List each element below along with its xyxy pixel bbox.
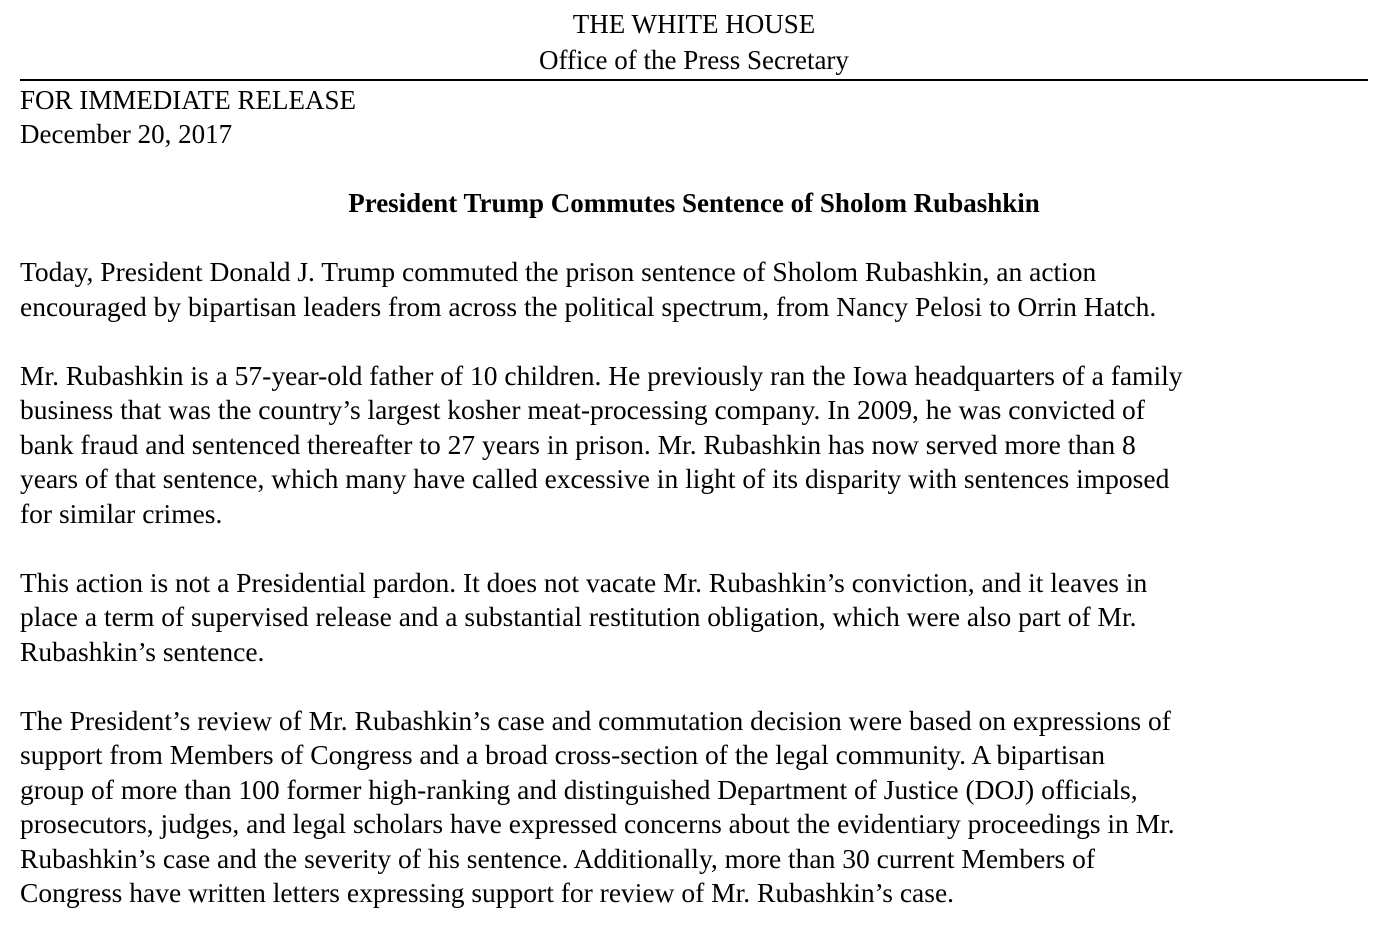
paragraph-line: encouraged by bipartisan leaders from across the political spectrum, from Nancy Pelosi to Orrin Hatch. — [20, 290, 1157, 322]
release-date: December 20, 2017 — [20, 119, 233, 149]
release-label: FOR IMMEDIATE RELEASE — [20, 85, 356, 115]
paragraph — [20, 566, 1380, 670]
paragraph-line: place a term of supervised release and a substantial restitution obligation, which were also part of Mr. — [20, 601, 1137, 632]
paragraph-line: The President’s review of Mr. Rubashkin’s case and commutation decision were based on expressions of — [20, 704, 1171, 736]
paragraph-line: Mr. Rubashkin is a 57-year-old father of 10 children. He previously ran the Iowa headquarters of a family — [20, 359, 1183, 391]
paragraph-line: group of more than 100 former high-ranking and distinguished Department of Justice (DOJ) officials, — [20, 773, 1138, 805]
paragraph — [20, 704, 1380, 911]
office-name: Office of the Press Secretary — [539, 45, 849, 75]
document-body — [20, 255, 1380, 945]
paragraph — [20, 359, 1380, 532]
paragraph-line: support from Members of Congress and a broad cross-section of the legal community. A bipartisan — [20, 739, 1106, 770]
paragraph-line: years of that sentence, which many have called excessive in light of its disparity with sentences imposed — [20, 463, 1170, 494]
paragraph-line: bank fraud and sentenced thereafter to 27 years in prison. Mr. Rubashkin has now served more than 8 — [20, 428, 1136, 460]
paragraph — [20, 255, 1380, 324]
paragraph-line: This action is not a Presidential pardon. It does not vacate Mr. Rubashkin’s conviction, and it leaves in — [20, 566, 1148, 598]
paragraph-line: Congress have written letters expressing support for review of Mr. Rubashkin’s case. — [20, 877, 955, 908]
document-title: President Trump Commutes Sentence of Sholom Rubashkin — [348, 188, 1040, 218]
release-info — [20, 83, 356, 151]
paragraph-line: business that was the country’s largest kosher meat-processing company. In 2009, he was convicted of — [20, 394, 1145, 425]
paragraph-line: for similar crimes. — [20, 497, 223, 529]
header-divider — [20, 79, 1368, 81]
paragraph-line: Today, President Donald J. Trump commuted the prison sentence of Sholom Rubashkin, an action — [20, 256, 1097, 287]
organization-name: THE WHITE HOUSE — [572, 9, 816, 39]
letterhead — [20, 6, 1368, 78]
paragraph-line: Rubashkin’s sentence. — [20, 635, 265, 667]
paragraph-line: prosecutors, judges, and legal scholars have expressed concerns about the evidentiary proceedings in Mr. — [20, 808, 1175, 839]
paragraph-line: Rubashkin’s case and the severity of his sentence. Additionally, more than 30 current Members of — [20, 842, 1096, 874]
